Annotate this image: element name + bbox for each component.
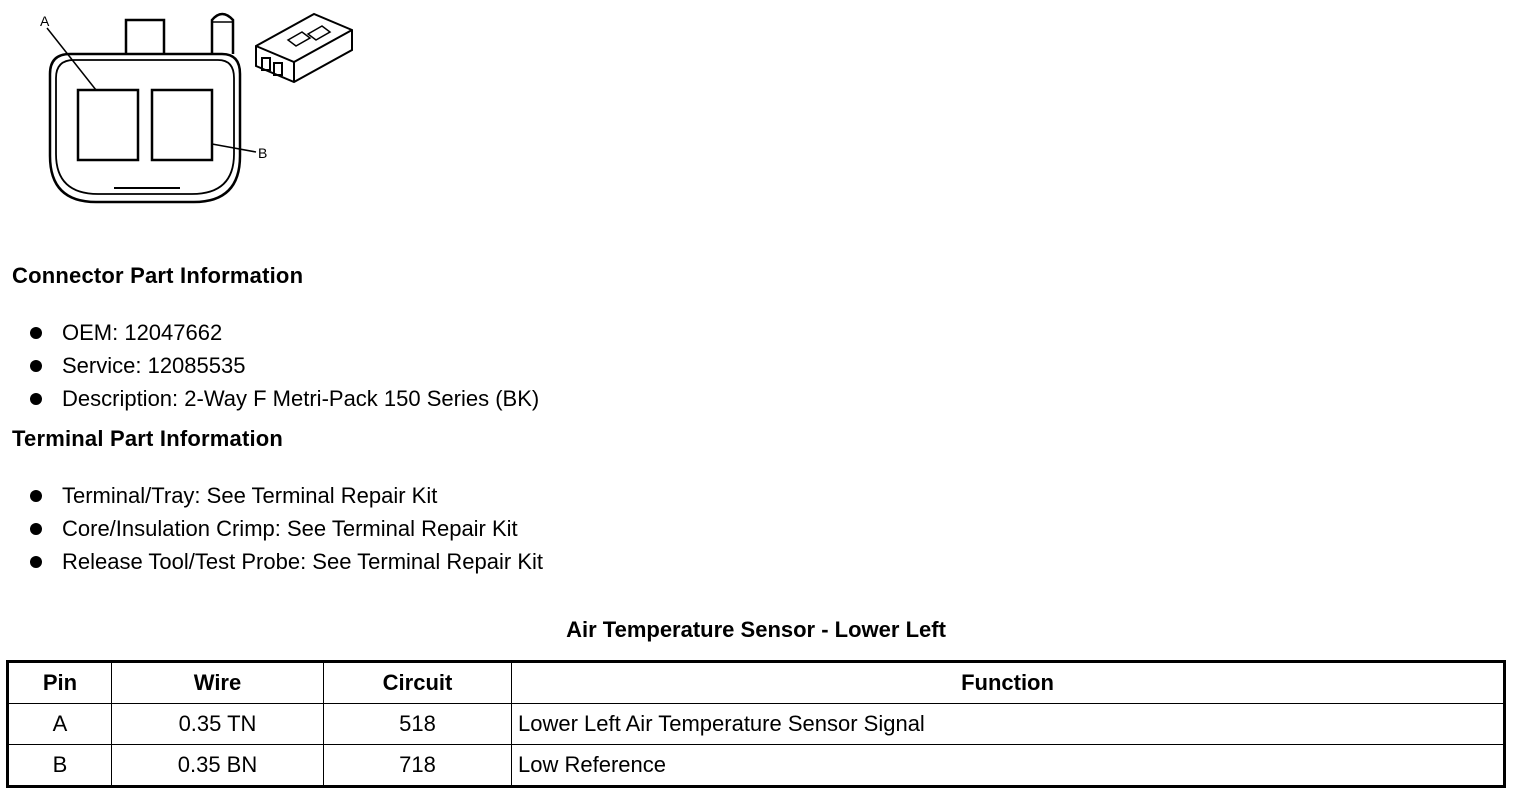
list-item — [30, 316, 539, 349]
connector-housing-inner — [56, 60, 234, 194]
column-header-pin: Pin — [8, 662, 112, 704]
connector-part-heading: Connector Part Information — [12, 263, 304, 288]
column-header-function: Function — [512, 662, 1505, 704]
bullet-icon — [30, 556, 42, 568]
function-cell: Lower Left Air Temperature Sensor Signal — [512, 704, 1505, 745]
list-item — [30, 545, 543, 578]
terminal-tray-info: Terminal/Tray: See Terminal Repair Kit — [62, 483, 438, 508]
circuit-cell: 518 — [324, 704, 512, 745]
connector-key — [126, 20, 164, 54]
pinout-table — [6, 660, 1506, 788]
bullet-icon — [30, 327, 42, 339]
cavity-b — [152, 90, 212, 160]
connector-description: Description: 2-Way F Metri-Pack 150 Series (BK) — [62, 386, 540, 411]
table-header-row — [8, 662, 1505, 704]
column-header-circuit: Circuit — [324, 662, 512, 704]
wire-cell: 0.35 TN — [112, 704, 324, 745]
list-item — [30, 512, 543, 545]
bullet-icon — [30, 360, 42, 372]
function-cell: Low Reference — [512, 745, 1505, 787]
pin-cell: A — [8, 704, 112, 745]
pin-cell: B — [8, 745, 112, 787]
circuit-cell: 718 — [324, 745, 512, 787]
cavity-a — [78, 90, 138, 160]
connector-part-list — [30, 316, 539, 415]
table-row — [8, 745, 1505, 787]
label-a: A — [40, 13, 50, 29]
connector-isometric-view — [256, 14, 352, 82]
label-b: B — [258, 145, 268, 161]
terminal-part-list — [30, 479, 543, 578]
service-part-number: Service: 12085535 — [62, 353, 246, 378]
bullet-icon — [30, 523, 42, 535]
connector-face-diagram — [30, 6, 360, 211]
crimp-info: Core/Insulation Crimp: See Terminal Repair Kit — [62, 516, 518, 541]
column-header-wire: Wire — [112, 662, 324, 704]
list-item — [30, 479, 543, 512]
bullet-icon — [30, 490, 42, 502]
oem-part-number: OEM: 12047662 — [62, 320, 223, 345]
list-item — [30, 382, 539, 415]
wire-cell: 0.35 BN — [112, 745, 324, 787]
terminal-part-heading: Terminal Part Information — [12, 426, 284, 451]
table-title: Air Temperature Sensor - Lower Left — [566, 617, 946, 642]
table-row — [8, 704, 1505, 745]
release-tool-info: Release Tool/Test Probe: See Terminal Repair Kit — [62, 549, 543, 574]
bullet-icon — [30, 393, 42, 405]
list-item — [30, 349, 539, 382]
connector-latch — [212, 14, 233, 54]
